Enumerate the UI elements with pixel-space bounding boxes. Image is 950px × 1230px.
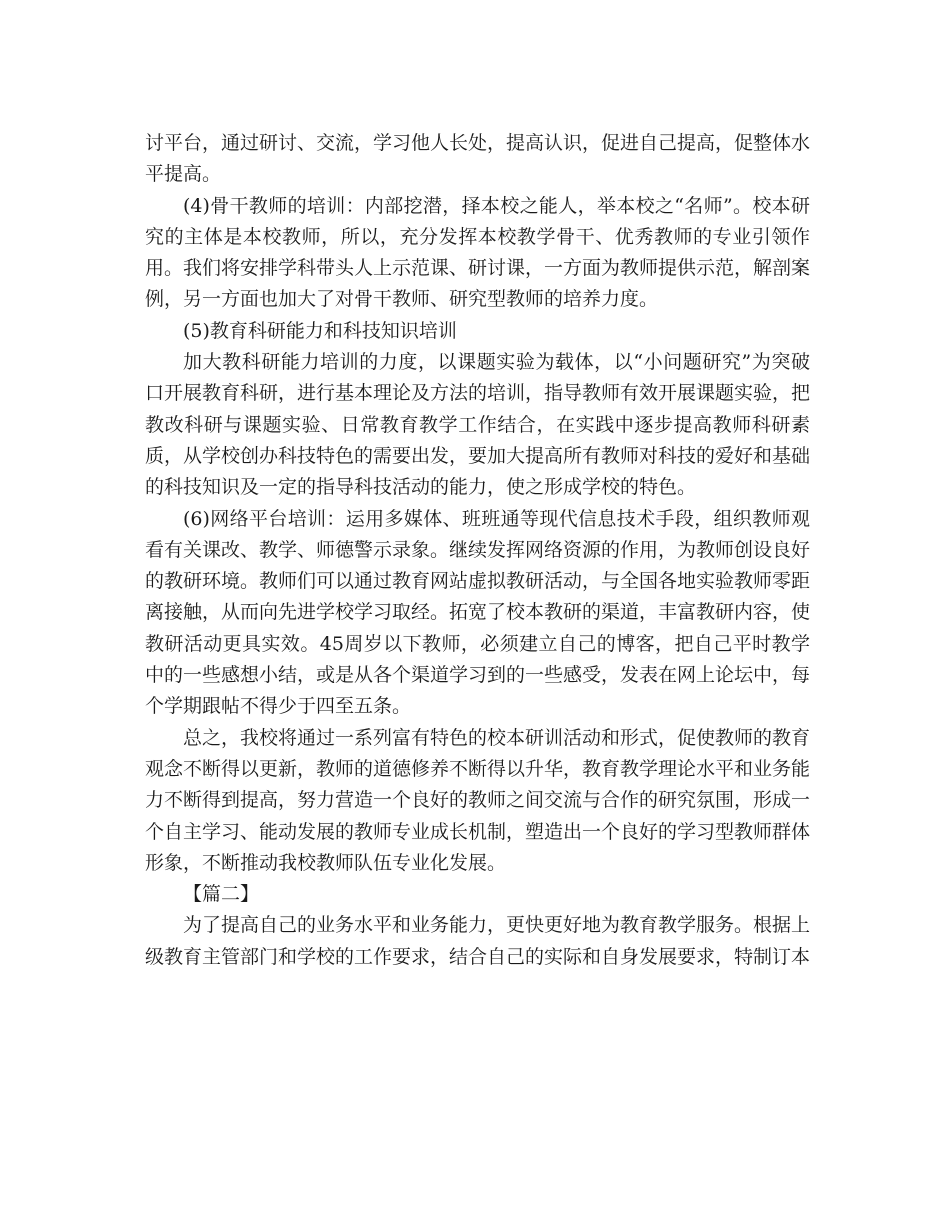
paragraph-research-training: 加大教科研能力培训的力度，以课题实验为载体，以“小问题研究”为突破口开展教育科研，进行基本理论及方法的培训，指导教师有效开展课题实验，把教改科研与课题实验、日常教育教学工作结合，在实践中逐步提高教师科研素质，从学校创办科技特色的需要出发，要加大提高所有教师对科技的爱好和基础的科技知识及一定的指导科技活动的能力，使之形成学校的特色。 xyxy=(145,351,811,499)
paragraph-continuation: 讨平台，通过研讨、交流，学习他人长处，提高认识，促进自己提高，促整体水平提高。 xyxy=(145,132,811,186)
paragraph-backbone-teacher-training: (4)骨干教师的培训：内部挖潜，择本校之能人，举本校之“名师”。校本研究的主体是本校教师，所以，充分发挥本校教学骨干、优秀教师的专业引领作用。我们将安排学科带头人上示范课、研讨课，一方面为教师提供示范，解剖案例，另一方面也加大了对骨干教师、研究型教师的培养力度。 xyxy=(145,194,811,311)
paragraph-summary: 总之，我校将通过一系列富有特色的校本研训活动和形式，促使教师的教育观念不断得以更新，教师的道德修养不断得以升华，教育教学理论水平和业务能力不断得到提高，努力营造一个良好的教师之间交流与合作的研究氛围，形成一个自主学习、能动发展的教师专业成长机制，塑造出一个良好的学习型教师群体形象，不断推动我校教师队伍专业化发展。 xyxy=(145,726,811,874)
paragraph-part-two-intro: 为了提高自己的业务水平和业务能力，更快更好地为教育教学服务。根据上级教育主管部门和学校的工作要求，结合自己的实际和自身发展要求，特制订本 xyxy=(145,914,811,968)
paragraph-research-heading: (5)教育科研能力和科技知识培训 xyxy=(183,319,457,342)
document-body xyxy=(145,128,810,973)
paragraph-network-training: (6)网络平台培训：运用多媒体、班班通等现代信息技术手段，组织教师观看有关课改、教学、师德警示录象。继续发挥网络资源的作用，为教师创设良好的教研环境。教师们可以通过教育网站虚拟教研活动，与全国各地实验教师零距离接触，从而向先进学校学习取经。拓宽了校本教研的渠道，丰富教研内容，使教研活动更具实效。45周岁以下教师，必须建立自己的博客，把自己平时教学中的一些感想小结，或是从各个渠道学习到的一些感受，发表在网上论坛中，每个学期跟帖不得少于四至五条。 xyxy=(145,507,811,718)
section-heading-part-two: 【篇二】 xyxy=(183,883,260,906)
